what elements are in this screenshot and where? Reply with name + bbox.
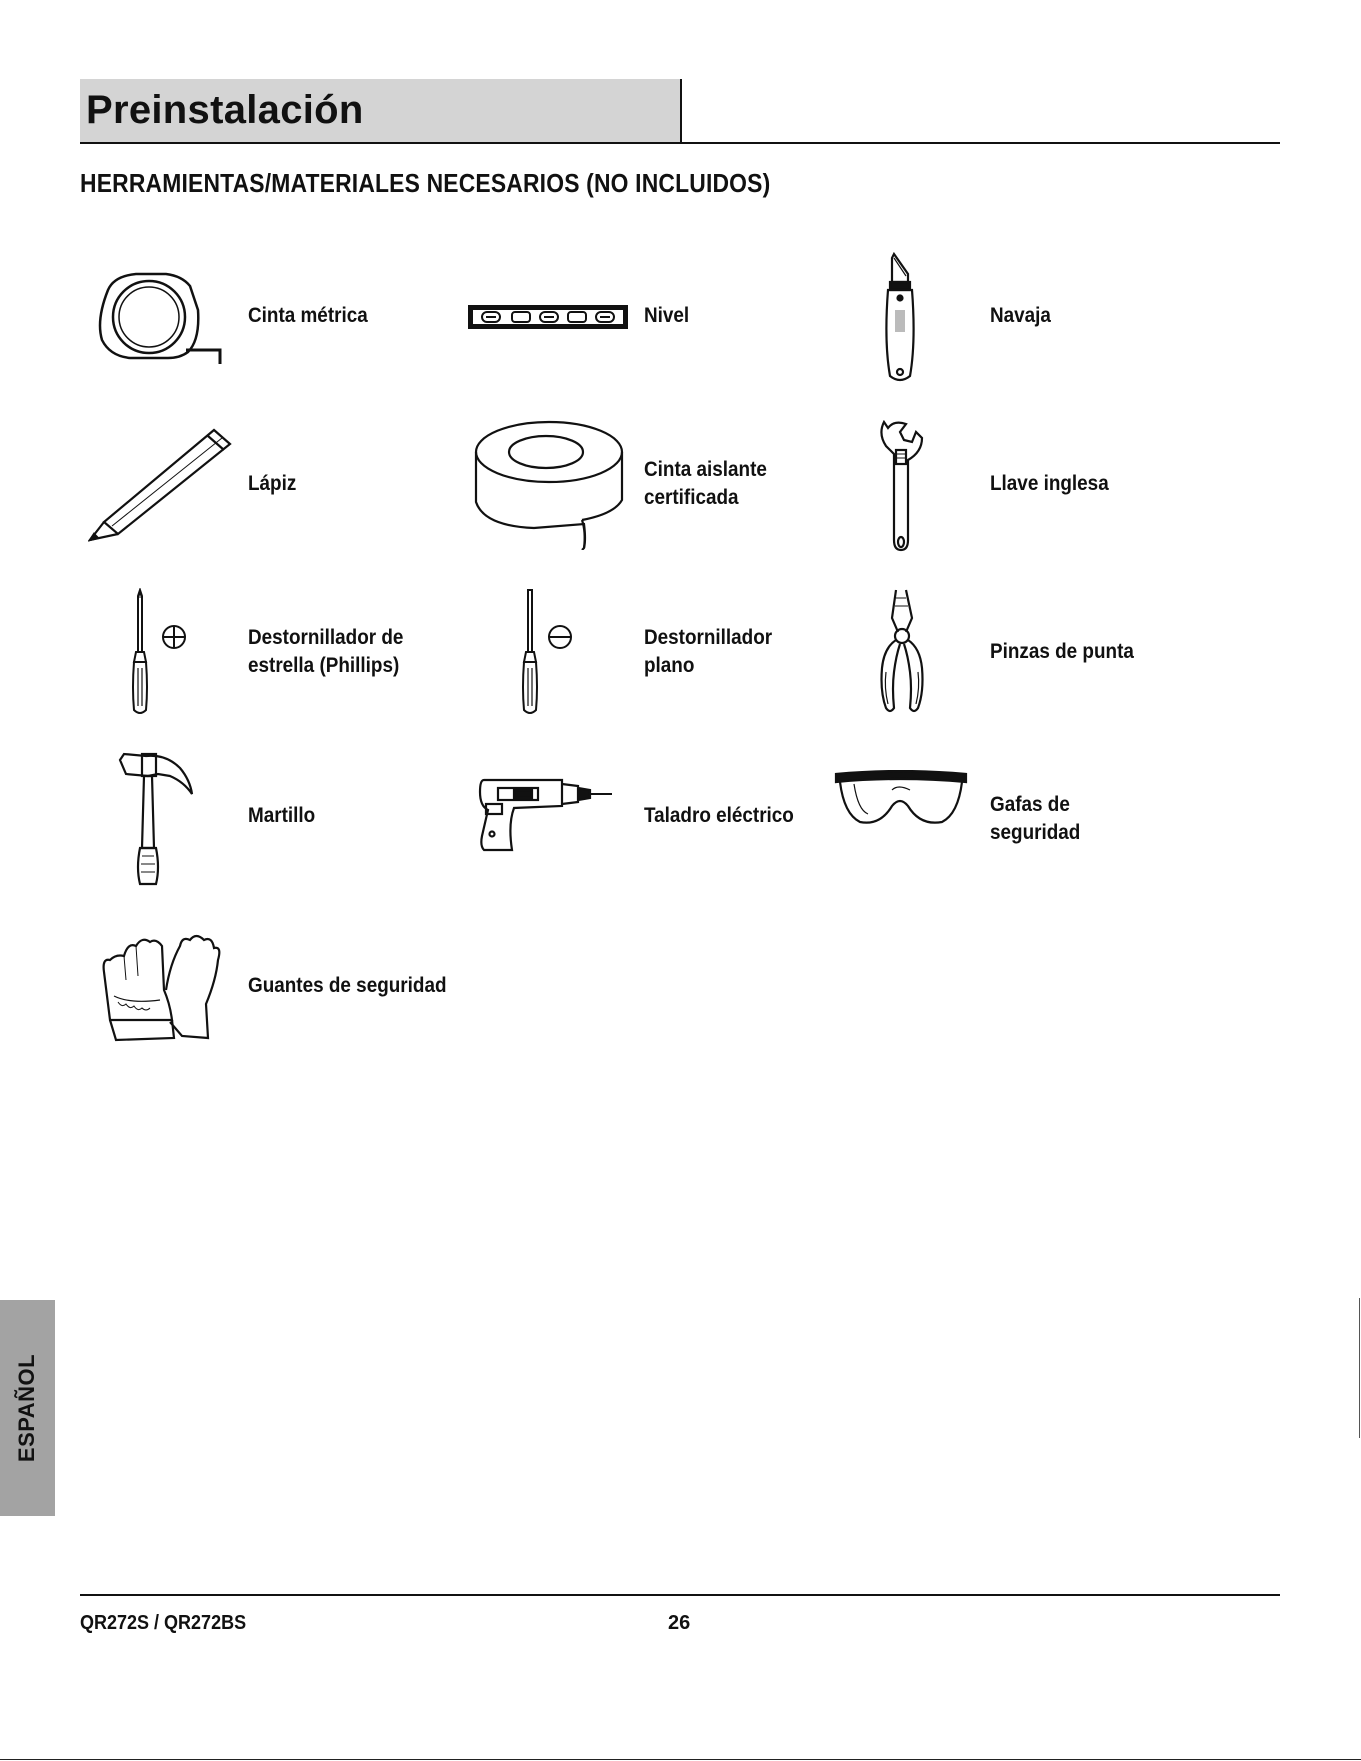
flat-screwdriver-icon — [520, 588, 580, 716]
utility-knife-icon — [880, 252, 920, 384]
bottom-rule — [0, 1759, 1361, 1760]
level-label: Nivel — [644, 304, 690, 327]
adjustable-wrench-icon — [876, 420, 926, 552]
adjustable-wrench-label: Llave inglesa — [990, 472, 1109, 495]
hammer-label: Martillo — [248, 804, 316, 827]
header-rule — [80, 142, 1280, 144]
section-heading: HERRAMIENTAS/MATERIALES NECESARIOS (NO INCLUIDOS) — [80, 168, 771, 198]
electrical-tape-label-line1: Cinta aislante — [644, 458, 767, 481]
safety-gloves-icon — [100, 930, 224, 1042]
pliers-label: Pinzas de punta — [990, 640, 1134, 663]
phillips-screwdriver-icon — [130, 588, 190, 716]
page-title: Preinstalación — [86, 88, 364, 132]
pliers-icon — [876, 588, 930, 714]
edge-mark — [1359, 1298, 1360, 1438]
phillips-screwdriver-label-line2: estrella (Phillips) — [248, 654, 400, 677]
phillips-screwdriver-label-line1: Destornillador de — [248, 626, 404, 649]
hammer-icon — [118, 752, 196, 886]
safety-glasses-label-line1: Gafas de — [990, 793, 1070, 816]
power-drill-label: Taladro eléctrico — [644, 804, 794, 827]
safety-gloves-label: Guantes de seguridad — [248, 974, 447, 997]
safety-glasses-icon — [834, 770, 968, 826]
tape-measure-icon — [94, 270, 224, 365]
flat-screwdriver-label-line2: plano — [644, 654, 695, 677]
pencil-label: Lápiz — [248, 472, 297, 495]
tape-measure-label: Cinta métrica — [248, 304, 368, 327]
level-icon — [468, 305, 628, 329]
footer-page-number: 26 — [668, 1612, 691, 1634]
footer-rule — [80, 1594, 1280, 1596]
footer-model-number: QR272S / QR272BS — [80, 1612, 247, 1634]
power-drill-icon — [478, 776, 614, 852]
pencil-icon — [88, 428, 232, 542]
flat-screwdriver-label-line1: Destornillador — [644, 626, 773, 649]
utility-knife-label: Navaja — [990, 304, 1051, 327]
language-tab-label: ESPAÑOL — [14, 1353, 39, 1463]
electrical-tape-label-line2: certificada — [644, 486, 739, 509]
header-divider — [680, 79, 682, 142]
tape-roll-icon — [474, 420, 624, 550]
safety-glasses-label-line2: seguridad — [990, 821, 1081, 844]
